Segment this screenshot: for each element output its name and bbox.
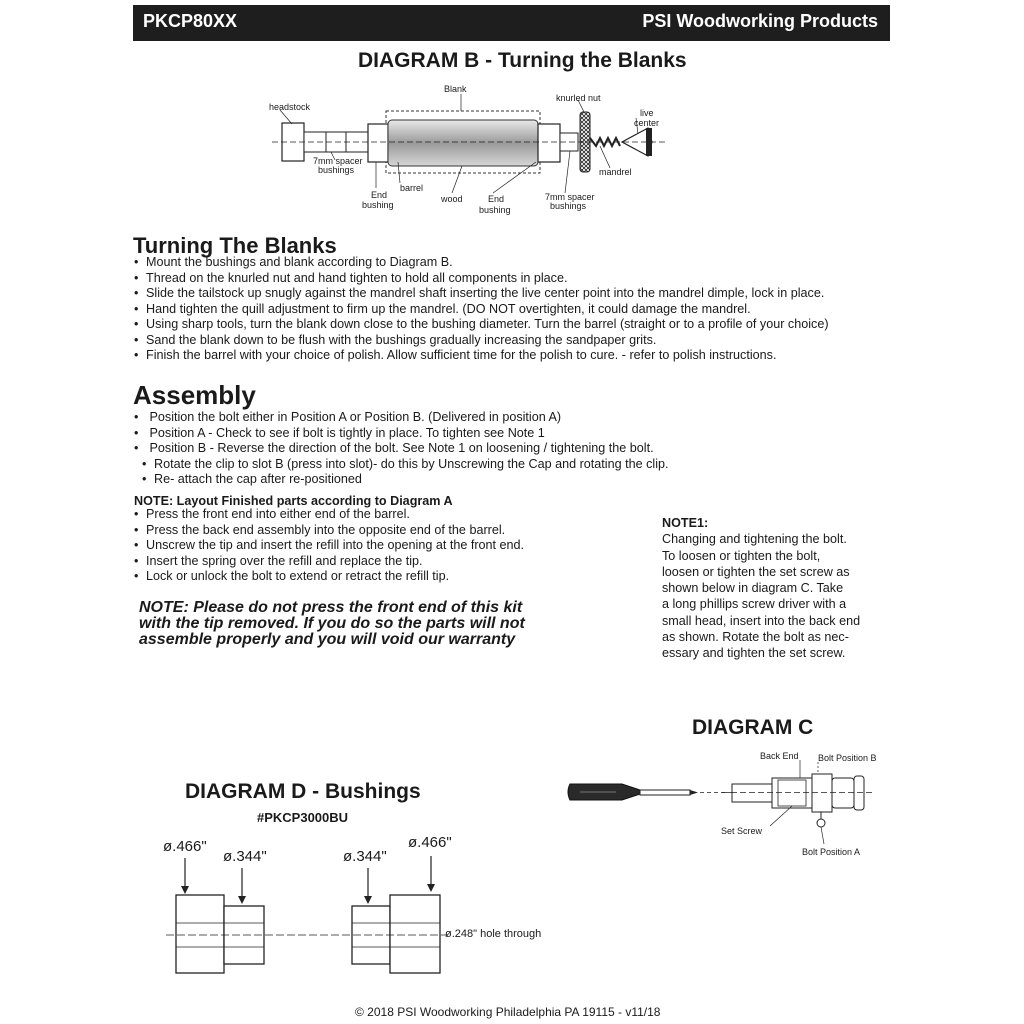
diagram-b-mandrel (260, 80, 670, 220)
list-item: • Mount the bushings and blank according to Diagram B. (133, 255, 829, 271)
note1-line: shown below in diagram C. Take (662, 581, 844, 596)
label-end-bushing-right-2: bushing (479, 205, 511, 215)
diagram-d-title: DIAGRAM D - Bushings (185, 780, 421, 803)
label-spacer-right-1: 7mm spacer (545, 192, 595, 202)
label-bolt-position-b: Bolt Position B (818, 753, 877, 763)
label-live: live (640, 108, 654, 118)
label-back-end: Back End (760, 751, 799, 761)
list-item: • Position A - Check to see if bolt is tightly in place. To tighten see Note 1 (133, 426, 669, 442)
label-spacer-left-1: 7mm spacer (313, 156, 363, 166)
note1-line: a long phillips screw driver with a (662, 597, 847, 612)
list-item: • Press the front end into either end of the barrel. (133, 507, 524, 523)
list-item: • Insert the spring over the refill and replace the tip. (133, 554, 524, 570)
label-set-screw: Set Screw (721, 826, 763, 836)
warning-line: assemble properly and you will void our warranty (139, 631, 516, 648)
list-subitem: • Re- attach the cap after re-positioned (133, 472, 669, 488)
note1-block (662, 515, 860, 662)
product-code: PKCP80XX (143, 11, 238, 31)
label-diameter-466-right: ø.466" (408, 834, 452, 851)
label-diameter-344-right: ø.344" (343, 848, 387, 865)
note1-line: essary and tighten the set screw. (662, 646, 846, 661)
warning-line: with the tip removed. If you do so the parts will not (139, 615, 525, 632)
company-name: PSI Woodworking Products (642, 11, 878, 31)
list-item: • Press the back end assembly into the opposite end of the barrel. (133, 523, 524, 539)
list-item: • Hand tighten the quill adjustment to firm up the mandrel. (DO NOT overtighten, it could damage the mandrel. (133, 302, 829, 318)
label-knurled-nut: knurled nut (556, 93, 601, 103)
note1-line: as shown. Rotate the bolt as nec- (662, 630, 849, 645)
diagram-d-part-number: #PKCP3000BU (257, 810, 349, 825)
note1-heading: NOTE1: (662, 516, 709, 530)
label-spacer-left-2: bushings (318, 165, 355, 175)
diagram-d-bushings (160, 855, 460, 985)
label-end-bushing-right-1: End (488, 194, 505, 204)
label-diameter-344-left: ø.344" (223, 848, 267, 865)
label-blank: Blank (444, 84, 467, 94)
list-item: • Position B - Reverse the direction of the bolt. See Note 1 on loosening / tightening the bolt. (133, 441, 669, 457)
label-end-bushing-left-2: bushing (362, 200, 394, 210)
note1-line: small head, insert into the back end (662, 613, 861, 628)
list-item: • Unscrew the tip and insert the refill into the opening at the front end. (133, 538, 524, 554)
list-item: • Using sharp tools, turn the blank down close to the bushing diameter. Turn the barrel (straight or to a profile of your choice) (133, 317, 829, 333)
warning-line: NOTE: Please do not press the front end of this kit (139, 599, 523, 616)
list-item: • Finish the barrel with your choice of polish. Allow sufficient time for the polish to cure. - refer to polish instructions. (133, 348, 829, 364)
label-diameter-466-left: ø.466" (163, 838, 207, 855)
list-item: • Thread on the knurled nut and hand tighten to hold all components in place. (133, 271, 829, 287)
footer-copyright: © 2018 PSI Woodworking Philadelphia PA 19115 - v11/18 (355, 1005, 661, 1019)
note1-line: loosen or tighten the set screw as (662, 564, 850, 579)
assembly-list (133, 410, 669, 488)
label-center: center (634, 118, 660, 128)
label-barrel: barrel (400, 183, 424, 193)
assembly-heading: Assembly (133, 380, 256, 410)
list-subitem: • Rotate the clip to slot B (press into slot)- do this by Unscrewing the Cap and rotating the clip. (133, 457, 669, 473)
note1-line: To loosen or tighten the bolt, (662, 548, 821, 563)
turning-heading: Turning The Blanks (133, 233, 337, 258)
bushing-right-large (390, 895, 440, 973)
bushing-left-large (176, 895, 224, 973)
label-bolt-position-a: Bolt Position A (802, 847, 861, 857)
list-item: • Position the bolt either in Position A or Position B. (Delivered in position A) (133, 410, 669, 426)
label-headstock: headstock (269, 102, 311, 112)
layout-note-heading: NOTE: Layout Finished parts according to Diagram A (134, 494, 453, 508)
label-hole-through: ø.248" hole through (445, 928, 542, 940)
header-bar (133, 5, 890, 41)
diagram-c-title: DIAGRAM C (692, 716, 814, 739)
screwdriver-shaft (640, 790, 690, 795)
label-mandrel: mandrel (599, 167, 632, 177)
turning-list (133, 255, 829, 364)
diagram-b-title: DIAGRAM B - Turning the Blanks (358, 49, 687, 72)
wood-blank (388, 120, 538, 166)
note1-line: Changing and tightening the bolt. (662, 532, 847, 547)
label-spacer-right-2: bushings (550, 201, 587, 211)
warning-note (139, 600, 525, 648)
label-wood: wood (441, 194, 463, 204)
list-item: • Sand the blank down to be flush with the bushings gradually increasing the sandpaper grits. (133, 333, 829, 349)
label-end-bushing-left-1: End (371, 190, 388, 200)
assembly-steps (133, 507, 524, 585)
list-item: • Slide the tailstock up snugly against the mandrel shaft inserting the live center point into the mandrel dimple, lock in place. (133, 286, 829, 302)
list-item: • Lock or unlock the bolt to extend or retract the refill tip. (133, 569, 524, 585)
